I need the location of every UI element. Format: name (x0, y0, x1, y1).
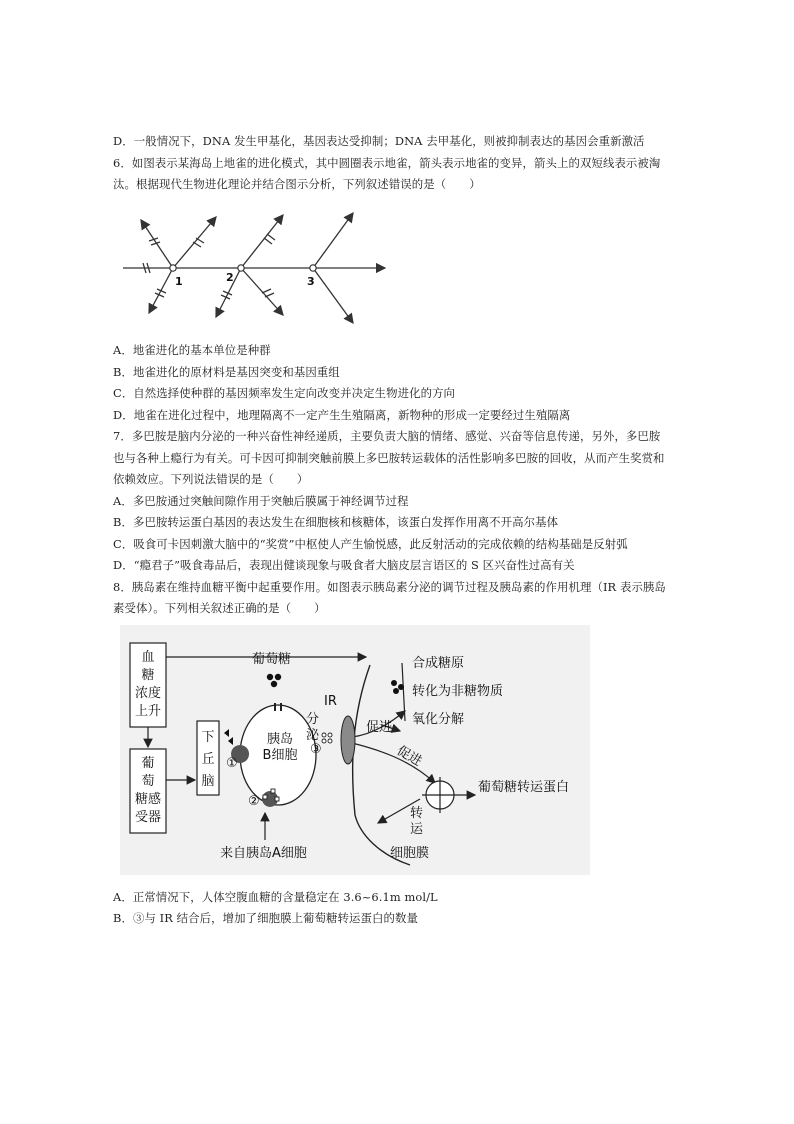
box1-line3: 浓度 (134, 686, 162, 701)
transport-label-2: 运 (410, 822, 424, 837)
box2-line2: 萄 (141, 774, 155, 789)
promote-label-1: 促进 (366, 720, 393, 735)
from-a-cell-label: 来自胰岛A细胞 (220, 846, 307, 861)
question-8-stem: 8．胰岛素在维持血糖平衡中起重要作用。如图表示胰岛素分泌的调节过程及胰岛素的作用机理（IR 表示胰岛 (113, 580, 666, 594)
node-1-label: 1 (175, 275, 183, 288)
box1-line4: 上升 (134, 704, 162, 719)
box2-line1: 葡 (141, 756, 155, 771)
secrete-label-2: 泌 (306, 728, 320, 743)
q6-option-b: B．地雀进化的原材料是基因突变和基因重组 (113, 365, 340, 379)
q7-option-a: A．多巴胺通过突触间隙作用于突触后膜属于神经调节过程 (113, 494, 409, 508)
option-d-previous: D．一般情况下，DNA 发生甲基化，基因表达受抑制；DNA 去甲基化，则被抑制表达的基因会重新激活 (113, 134, 645, 148)
question-6-stem: 6．如图表示某海岛上地雀的进化模式，其中圆圈表示地雀，箭头表示地雀的变异，箭头上的双短线表示被淘 (113, 156, 661, 170)
question-6-stem-cont: 汰。根据现代生物进化理论并结合图示分析，下列叙述错误的是（ ） (113, 177, 481, 191)
promote-label-2: 促进 (394, 743, 425, 770)
q6-option-d: D．地雀在进化过程中，地理隔离不一定产生生殖隔离，新物种的形成一定要经过生殖隔离 (113, 408, 571, 422)
islet-label-1: 胰岛 (266, 732, 294, 747)
transporter-label: 葡萄糖转运蛋白 (478, 780, 570, 795)
q6-option-c: C．自然选择使种群的基因频率发生定向改变并决定生物进化的方向 (113, 386, 456, 400)
output-oxidation: 氧化分解 (412, 712, 465, 727)
circled-3: ③ (310, 742, 322, 757)
box1-line1: 血 (141, 650, 155, 665)
box3-line3: 脑 (201, 774, 215, 789)
q8-option-b: B．③与 IR 结合后，增加了细胞膜上葡萄糖转运蛋白的数量 (113, 911, 418, 925)
membrane-label: 细胞膜 (390, 846, 430, 861)
question-7-stem-cont2: 依赖效应。下列说法错误的是（ ） (113, 472, 309, 486)
question-8-stem-cont: 素受体）。下列相关叙述正确的是（ ） (113, 601, 326, 615)
circled-1: ① (226, 756, 238, 771)
box2-line3: 糖感 (134, 792, 162, 807)
box3-line1: 下 (201, 730, 215, 745)
q7-option-c: C．吸食可卡因刺激大脑中的“奖赏”中枢使人产生愉悦感，此反射活动的完成依赖的结构基础是反射弧 (113, 537, 628, 551)
q7-option-b: B．多巴胺转运蛋白基因的表达发生在细胞核和核糖体，该蛋白发挥作用离不开高尔基体 (113, 515, 559, 529)
question-7-stem: 7．多巴胺是脑内分泌的一种兴奋性神经递质，主要负责大脑的情绪、感觉、兴奋等信息传递，另外，多巴胺 (113, 429, 661, 443)
output-glycogen: 合成糖原 (412, 656, 465, 671)
secrete-label-1: 分 (306, 712, 320, 727)
evolution-diagram (113, 205, 393, 333)
glucose-label: 葡萄糖 (252, 652, 292, 667)
q6-option-a: A．地雀进化的基本单位是种群 (113, 343, 271, 357)
transport-label-1: 转 (410, 806, 424, 821)
node-3-label: 3 (307, 275, 315, 288)
q8-option-a: A．正常情况下，人体空腹血糖的含量稳定在 3.6~6.1m mol/L (113, 890, 438, 904)
box1-line2: 糖 (141, 668, 155, 683)
output-nonsugar: 转化为非糖物质 (412, 684, 504, 699)
q7-option-d: D．“瘾君子”吸食毒品后，表现出健谈现象与吸食者大脑皮层言语区的 S 区兴奋性过高有关 (113, 558, 575, 572)
islet-label-2: B细胞 (262, 748, 298, 763)
circled-2: ② (248, 794, 260, 809)
question-7-stem-cont: 也与各种上瘾行为有关。可卡因可抑制突触前膜上多巴胺转运载体的活性影响多巴胺的回收，从而产生奖赏和 (113, 451, 665, 465)
insulin-regulation-diagram (120, 625, 590, 875)
ir-label: IR (324, 694, 337, 709)
box2-line4: 受器 (134, 810, 162, 825)
box3-line2: 丘 (201, 752, 215, 767)
node-2-label: 2 (226, 271, 234, 284)
